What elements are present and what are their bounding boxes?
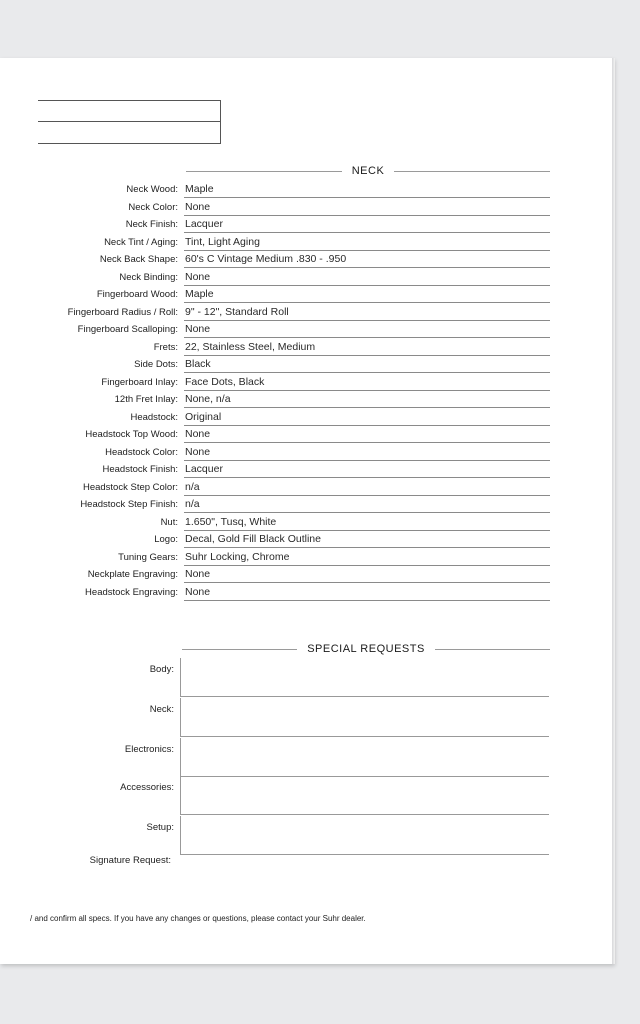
spec-row [0,252,560,269]
spec-label: Fingerboard Wood: [96,289,178,300]
spec-label: 12th Fret Inlay: [114,394,178,405]
request-label: Accessories: [120,782,174,793]
spec-value: Maple [184,182,550,198]
title-rule-left [182,649,297,650]
spec-value: Tint, Light Aging [184,235,550,251]
spec-row [0,567,560,584]
spec-label: Headstock Finish: [102,464,178,475]
spec-row [0,445,560,462]
spec-row [0,235,560,252]
spec-value: n/a [184,480,550,496]
request-label: Neck: [149,704,174,715]
spec-row [0,427,560,444]
spec-value: Original [184,410,550,426]
request-label: Setup: [146,822,174,833]
header-box-divider [38,121,220,122]
header-box [38,100,221,144]
spec-label: Headstock Step Finish: [80,499,178,510]
spec-label: Nut: [160,516,178,528]
spec-row [0,497,560,514]
spec-value: Suhr Locking, Chrome [184,550,550,566]
spec-label: Neck Finish: [125,219,178,230]
spec-row [0,480,560,497]
spec-value: None [184,270,550,286]
spec-row [0,305,560,322]
spec-row [0,392,560,409]
spec-row [0,550,560,567]
spec-label: Side Dots: [134,359,178,370]
spec-value: Decal, Gold Fill Black Outline [184,532,550,548]
request-field [180,698,549,737]
request-row-setup [0,816,560,854]
spec-value: 22, Stainless Steel, Medium [184,340,550,356]
request-row-body [0,658,560,696]
spec-label: Neck Binding: [119,271,178,283]
special-requests-title [182,642,550,656]
spec-label: Neck Back Shape: [99,254,178,265]
spec-row [0,270,560,287]
spec-label: Headstock Top Wood: [85,429,178,440]
spec-label: Frets: [153,341,178,353]
request-label: Body: [149,664,174,675]
signature-request-label: Signature Request: [89,855,171,866]
spec-label: Fingerboard Inlay: [101,376,178,388]
spec-value: 1.650", Tusq, White [184,515,550,531]
spec-label: Neckplate Engraving: [87,569,178,580]
request-field [180,658,549,697]
request-field [180,816,549,855]
spec-row [0,532,560,549]
spec-row [0,462,560,479]
footer-note: / and confirm all specs. If you have any changes or questions, please contact your Suhr dealer. [30,914,366,923]
spec-value: Lacquer [184,462,550,478]
spec-value: Black [184,357,550,373]
spec-label: Tuning Gears: [118,551,178,563]
spec-row [0,200,560,217]
spec-label: Logo: [154,534,178,545]
spec-value: Maple [184,287,550,303]
spec-value: None [184,200,550,216]
spec-value: Lacquer [184,217,550,233]
spec-label: Headstock Step Color: [82,481,178,493]
spec-row [0,410,560,427]
spec-row [0,515,560,532]
title-rule-right [394,171,550,172]
spec-value: None [184,322,550,338]
request-field [180,738,549,777]
spec-label: Headstock Engraving: [85,586,178,598]
spec-row [0,217,560,234]
spec-value: 9" - 12", Standard Roll [184,305,550,321]
spec-row [0,287,560,304]
spec-value: None [184,585,550,601]
spec-label: Fingerboard Scalloping: [77,324,178,335]
spec-row [0,585,560,602]
spec-label: Fingerboard Radius / Roll: [67,306,178,318]
request-row-neck [0,698,560,736]
spec-row [0,322,560,339]
spec-value: None [184,427,550,443]
spec-value: Face Dots, Black [184,375,550,391]
spec-value: n/a [184,497,550,513]
spec-value: None, n/a [184,392,550,408]
spec-value: None [184,567,550,583]
spec-label: Neck Color: [128,201,178,213]
spec-label: Headstock: [130,411,178,423]
title-rule-right [435,649,550,650]
neck-title-text: NECK [351,165,385,177]
spec-row [0,340,560,357]
neck-section-title [186,164,550,178]
spec-row [0,375,560,392]
spec-value: None [184,445,550,461]
special-requests-title-text: SPECIAL REQUESTS [307,643,425,655]
request-field [180,776,549,815]
spec-row [0,357,560,374]
spec-label: Neck Tint / Aging: [104,236,178,248]
request-row-accessories [0,776,560,814]
spec-value: 60's C Vintage Medium .830 - .950 [184,252,550,268]
request-row-electronics [0,738,560,776]
spec-label: Neck Wood: [126,184,178,195]
request-label: Electronics: [124,744,174,755]
page-edge [612,58,615,964]
spec-row [0,182,560,199]
title-rule-left [186,171,342,172]
spec-label: Headstock Color: [105,446,178,458]
